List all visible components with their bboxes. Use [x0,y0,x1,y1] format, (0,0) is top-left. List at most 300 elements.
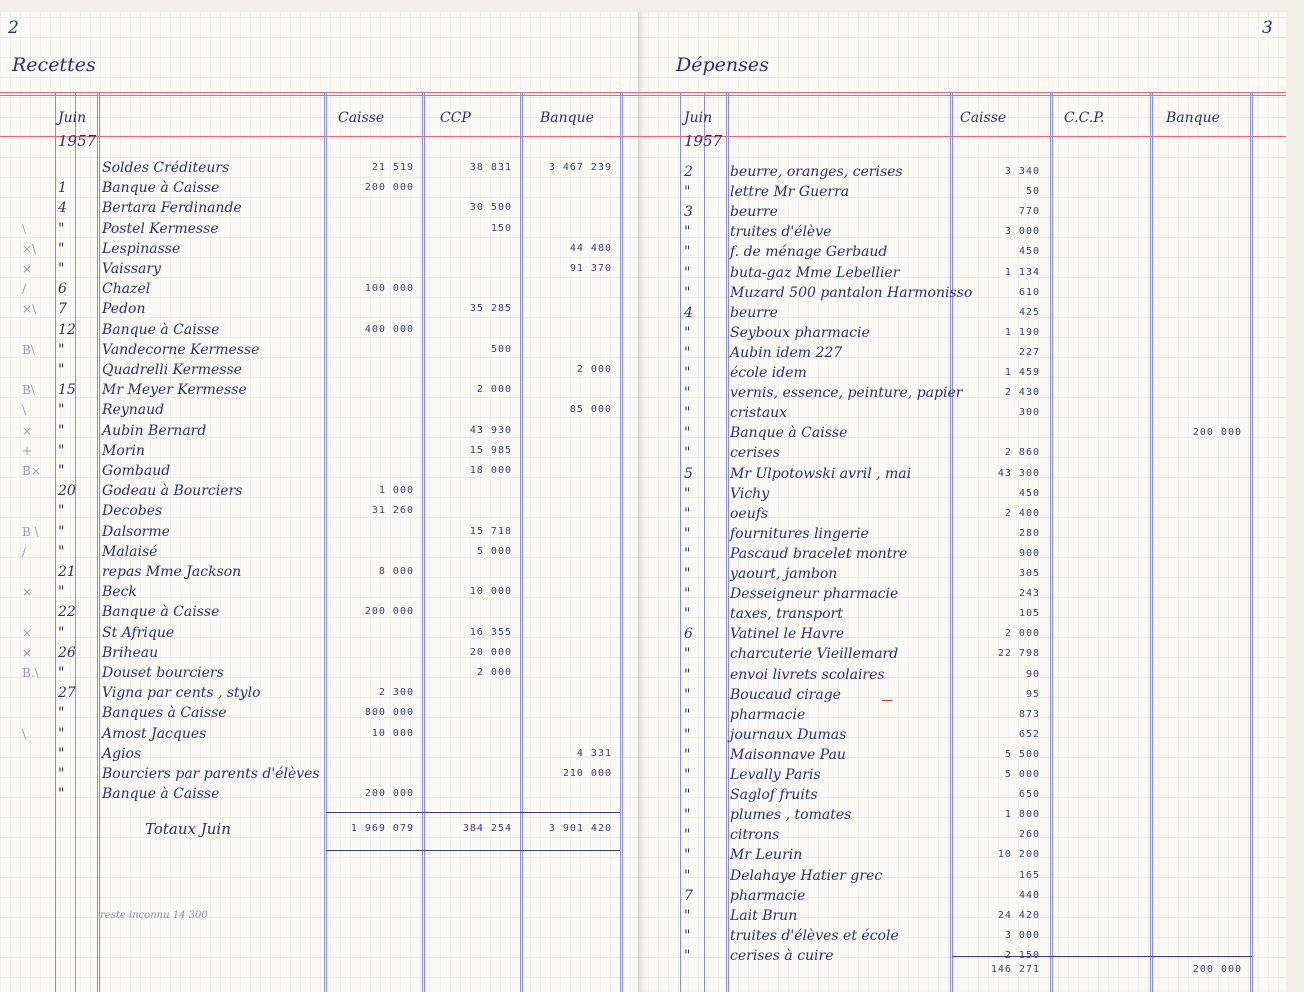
row-caisse: 2 000 [1004,628,1040,640]
row-day: 4 [684,304,693,321]
row-caisse [326,421,414,441]
ledger-row [638,564,1286,584]
check-mark [22,764,54,784]
row-label: Vigna par cents , stylo [102,685,261,702]
totals-caisse: 146 271 [990,964,1040,975]
row-banque [522,683,612,703]
ledger-row [0,643,638,663]
row-ccp [1052,705,1140,725]
row-ccp [1052,423,1140,443]
row-banque [1152,182,1242,202]
ledger-row [0,178,638,198]
row-banque [1152,343,1242,363]
ledger-row [0,724,638,744]
row-caisse [326,360,414,380]
row-ccp [1052,906,1140,926]
row-label: envoi livrets scolaires [730,666,885,683]
ledger-row [0,582,638,602]
row-caisse [952,423,1040,443]
section-title-recettes: Recettes [12,54,96,76]
row-ccp [1052,745,1140,765]
ledger-row [638,504,1286,524]
row-banque [522,542,612,562]
row-ccp [424,784,512,804]
row-caisse: 280 [1018,527,1040,539]
row-caisse [326,542,414,562]
row-banque [522,299,612,319]
row-day: " [58,786,65,803]
check-mark: / [22,544,27,559]
red-rule-top-2 [0,95,638,96]
row-day: " [58,362,65,378]
row-ccp [1052,604,1140,624]
row-banque [1152,845,1242,865]
ledger-row [638,464,1286,484]
ledger-row [0,320,638,340]
row-ccp [1052,725,1140,745]
row-banque [1152,725,1242,745]
row-ccp: 15 718 [469,525,512,537]
row-label: Briheau [102,644,159,661]
check-mark [22,683,54,703]
totals-rule [326,812,620,813]
row-day: 2 [684,164,693,180]
row-label: charcuterie Vieillemard [730,646,899,663]
ledger-row [638,443,1286,463]
row-caisse [326,623,414,643]
row-caisse: 873 [1018,708,1040,720]
ledger-row [0,623,638,643]
row-caisse: 2 300 [378,687,414,699]
row-day: " [684,525,691,542]
ledger-row [0,198,638,218]
row-label: Dalsorme [102,523,170,540]
red-rule-top [638,92,1286,93]
row-ccp [1052,564,1140,584]
row-caisse: 305 [1018,568,1040,579]
row-day: " [684,365,691,381]
row-caisse: 610 [1018,286,1040,298]
ledger-row [638,544,1286,564]
ledger-row [0,441,638,461]
row-label: taxes, transport [730,606,843,623]
ledger-row [0,279,638,299]
row-label: Banque à Caisse [102,180,220,197]
check-mark: ×\ [22,241,37,256]
check-mark: \ [22,403,27,418]
check-mark: B\ [22,342,35,357]
ledger-row [0,400,638,420]
header-ccp: CCP [440,110,471,126]
row-banque [1152,604,1242,624]
row-caisse: 1 000 [378,485,414,497]
row-label: Desseigneur pharmacie [730,586,899,603]
row-banque: 91 370 [569,263,612,274]
check-mark [22,178,54,198]
row-banque [1152,202,1242,222]
ledger-row [0,299,638,319]
check-mark [22,501,54,521]
row-label: oeufs [730,505,769,522]
row-day: " [684,646,691,663]
ledger-row [0,481,638,501]
row-label: yaourt, jambon [730,566,838,582]
ledger-row [638,363,1286,383]
row-banque [1152,403,1242,423]
row-caisse: 165 [1018,869,1040,881]
row-day: " [684,545,691,562]
ledger-row [638,162,1286,182]
ledger-row [0,562,638,582]
row-ccp [424,703,512,723]
header-caisse: Caisse [338,110,385,126]
row-ccp [1052,323,1140,343]
row-label: f. de ménage Gerbaud [730,244,888,261]
check-mark [22,602,54,622]
row-ccp [1052,242,1140,262]
row-caisse: 105 [1018,608,1040,620]
row-caisse: 440 [1018,889,1040,901]
row-label: Aubin idem 227 [730,344,843,361]
row-day: " [58,624,65,641]
row-ccp [424,562,512,582]
row-label: Seyboux pharmacie [730,324,870,341]
row-label: cerises à cuire [730,947,834,964]
row-label: Godeau à Bourciers [102,483,243,500]
ledger-row [638,263,1286,283]
row-banque [1152,484,1242,504]
row-caisse: 652 [1018,728,1040,740]
header-banque: Banque [1166,110,1220,126]
ledger-row [0,239,638,259]
ledger-row [638,725,1286,745]
row-banque [1152,665,1242,685]
ledger-row [0,542,638,562]
ledger-row [638,906,1286,926]
row-caisse: 300 [1018,407,1040,419]
totals-row [0,819,638,839]
row-label: Gombaud [102,463,171,479]
row-banque [522,279,612,299]
row-banque [1152,383,1242,403]
ledger-row [638,644,1286,664]
red-rule-top [0,92,638,93]
row-day: " [58,261,65,277]
row-caisse: 200 000 [364,788,414,800]
check-mark: B.\ [22,666,39,680]
row-ccp [1052,283,1140,303]
row-label: Vandecorne Kermesse [102,341,260,358]
row-ccp [1052,524,1140,544]
row-ccp [424,320,512,340]
row-label: Agios [102,745,142,762]
row-day: " [58,463,65,479]
row-banque [1152,242,1242,262]
check-mark: \ [22,726,27,741]
check-mark: × [22,262,33,276]
ledger-row [0,259,638,279]
row-label: Pascaud bracelet montre [730,545,908,562]
header-ccp: C.C.P. [1064,110,1105,126]
row-ccp: 500 [490,343,512,355]
row-ccp [1052,303,1140,323]
row-label: Chazel [102,281,151,298]
row-day: " [58,523,65,540]
row-label: école idem [730,365,807,381]
check-mark [22,784,54,804]
row-caisse [326,340,414,360]
row-day: 3 [684,204,693,221]
ledger-row [638,604,1286,624]
row-day: " [58,584,65,601]
row-ccp [1052,845,1140,865]
pencil-note: reste inconnu 14 300 [100,910,208,921]
row-day: " [58,240,65,257]
row-label: vernis, essence, peinture, papier [730,385,963,402]
row-day: 22 [58,604,76,621]
row-label: Banque à Caisse [730,425,848,442]
row-banque [522,198,612,218]
row-day: " [684,324,691,341]
row-label: Banque à Caisse [102,321,220,338]
row-banque [1152,584,1242,604]
row-caisse: 31 260 [371,505,414,517]
row-caisse: 2 400 [1004,507,1040,519]
row-caisse: 243 [1018,588,1040,600]
ledger-row [638,202,1286,222]
ledger-row [638,705,1286,725]
row-ccp: 10 000 [469,586,512,598]
row-banque [1152,624,1242,644]
row-day: " [58,503,65,520]
row-label: Levally Paris [730,767,821,783]
row-label: Lait Brun [730,907,798,924]
row-caisse [326,299,414,319]
row-day: 27 [58,685,76,702]
row-day: " [58,766,65,782]
row-ccp [424,683,512,703]
row-banque [522,178,612,198]
ledger-row [638,182,1286,202]
row-ccp [1052,162,1140,182]
row-ccp [424,279,512,299]
row-ccp [424,501,512,521]
row-ccp [1052,182,1140,202]
row-label: Delahaye Hatier grec [730,867,883,884]
totals-label: Totaux Juin [145,820,231,838]
row-banque [1152,162,1242,182]
row-label: Saglof fruits [730,787,818,804]
row-ccp [1052,443,1140,463]
row-banque [1152,323,1242,343]
row-caisse [326,582,414,602]
row-day: " [684,224,691,241]
row-ccp [424,239,512,259]
check-mark [22,703,54,723]
row-caisse [326,441,414,461]
ledger-row [638,624,1286,644]
row-day: " [684,807,691,824]
row-label: Bertara Ferdinande [102,200,242,217]
ledger-row [638,524,1286,544]
row-banque [522,380,612,400]
row-banque [522,441,612,461]
row-banque [1152,564,1242,584]
row-ccp [1052,926,1140,946]
row-caisse: 1 190 [1004,326,1040,338]
row-label: St Afrique [102,624,175,641]
row-caisse [326,461,414,481]
row-ccp [1052,222,1140,242]
check-mark [22,562,54,582]
row-caisse: 3 000 [1004,226,1040,238]
row-label: Muzard 500 pantalon Harmonisso [730,284,973,301]
row-caisse [326,663,414,683]
row-caisse: 800 000 [364,707,414,719]
row-label: lettre Mr Guerra [730,184,850,201]
red-rule-header [638,136,1286,137]
ledger-row [638,685,1286,705]
ledger-row [638,926,1286,946]
ledger-row [0,461,638,481]
totals-caisse: 1 969 079 [350,823,414,834]
row-ccp [424,259,512,279]
row-caisse: 5 000 [1004,769,1040,780]
row-caisse: 21 519 [371,162,414,173]
row-ccp: 43 930 [469,424,512,436]
row-label: Mr Meyer Kermesse [102,382,247,399]
row-day: " [684,907,691,924]
row-ccp [1052,263,1140,283]
row-label: Maisonnave Pau [730,746,846,763]
header-year: 1957 [58,132,97,150]
ledger-row [0,703,638,723]
row-banque [1152,283,1242,303]
row-day: 12 [58,321,76,338]
row-caisse [326,239,414,259]
row-caisse: 1 800 [1004,809,1040,821]
row-label: truites d'élèves et école [730,927,899,944]
row-caisse: 24 420 [997,909,1040,921]
ledger-row [638,845,1286,865]
ledger-row [638,785,1286,805]
row-banque [522,663,612,683]
ledger-row [638,323,1286,343]
ledger-row [638,423,1286,443]
row-label: Quadrelli Kermesse [102,362,242,378]
row-ccp [424,360,512,380]
check-mark: B× [22,464,41,478]
row-caisse [326,198,414,218]
check-mark [22,744,54,764]
row-ccp [1052,886,1140,906]
row-day: " [684,405,691,422]
row-ccp [1052,765,1140,785]
row-day: 6 [684,626,693,643]
row-ccp [1052,624,1140,644]
row-caisse [326,400,414,420]
row-caisse: 10 200 [997,849,1040,861]
row-day: 7 [684,887,693,904]
ledger-row [0,340,638,360]
row-ccp [1052,484,1140,504]
check-mark: / [22,282,27,297]
row-day: " [684,505,691,522]
row-banque [1152,263,1242,283]
row-day: " [684,425,691,442]
row-ccp [1052,644,1140,664]
row-banque [522,724,612,744]
row-day: " [684,264,691,281]
row-caisse: 10 000 [371,727,414,739]
row-label: Banque à Caisse [102,786,220,803]
row-banque [1152,544,1242,564]
row-banque [522,421,612,441]
page-number: 2 [8,18,19,38]
row-banque [522,219,612,239]
row-banque: 2 000 [576,364,612,375]
check-mark [22,481,54,501]
row-ccp [424,724,512,744]
row-caisse: 227 [1018,346,1040,358]
row-caisse [326,643,414,663]
row-label: beurre, oranges, cerises [730,164,903,180]
row-ccp [1052,363,1140,383]
row-banque [1152,685,1242,705]
row-caisse: 650 [1018,789,1040,801]
row-ccp [1052,584,1140,604]
row-ccp [1052,464,1140,484]
row-day: 7 [58,301,67,318]
row-label: Aubin Bernard [102,422,207,439]
row-banque [522,784,612,804]
row-ccp [1052,805,1140,825]
row-day: " [684,445,691,462]
row-ccp [1052,544,1140,564]
row-caisse: 3 340 [1004,166,1040,177]
row-caisse: 8 000 [378,566,414,577]
row-day: " [684,244,691,261]
row-ccp [424,178,512,198]
row-caisse: 90 [1025,668,1040,680]
row-label: repas Mme Jackson [102,564,242,580]
row-ccp [1052,504,1140,524]
row-day: " [684,947,691,964]
ledger-row [638,383,1286,403]
right-ledger-page [638,12,1286,992]
row-label: Morin [102,442,145,459]
row-banque [522,461,612,481]
row-day: " [684,847,691,864]
row-label: Decobes [102,503,163,520]
row-ccp [1052,383,1140,403]
ledger-row [638,665,1286,685]
row-banque [1152,524,1242,544]
check-mark [22,360,54,380]
row-caisse: 3 000 [1004,929,1040,941]
ledger-row [638,242,1286,262]
row-caisse: 100 000 [364,283,414,295]
row-banque [522,562,612,582]
row-label: pharmacie [730,887,806,904]
check-mark: × [22,645,33,660]
row-label: beurre [730,304,778,321]
row-label: journaux Dumas [730,726,847,743]
row-ccp [1052,665,1140,685]
row-caisse: 770 [1018,206,1040,218]
row-day: " [684,867,691,884]
row-ccp: 18 000 [469,465,512,476]
